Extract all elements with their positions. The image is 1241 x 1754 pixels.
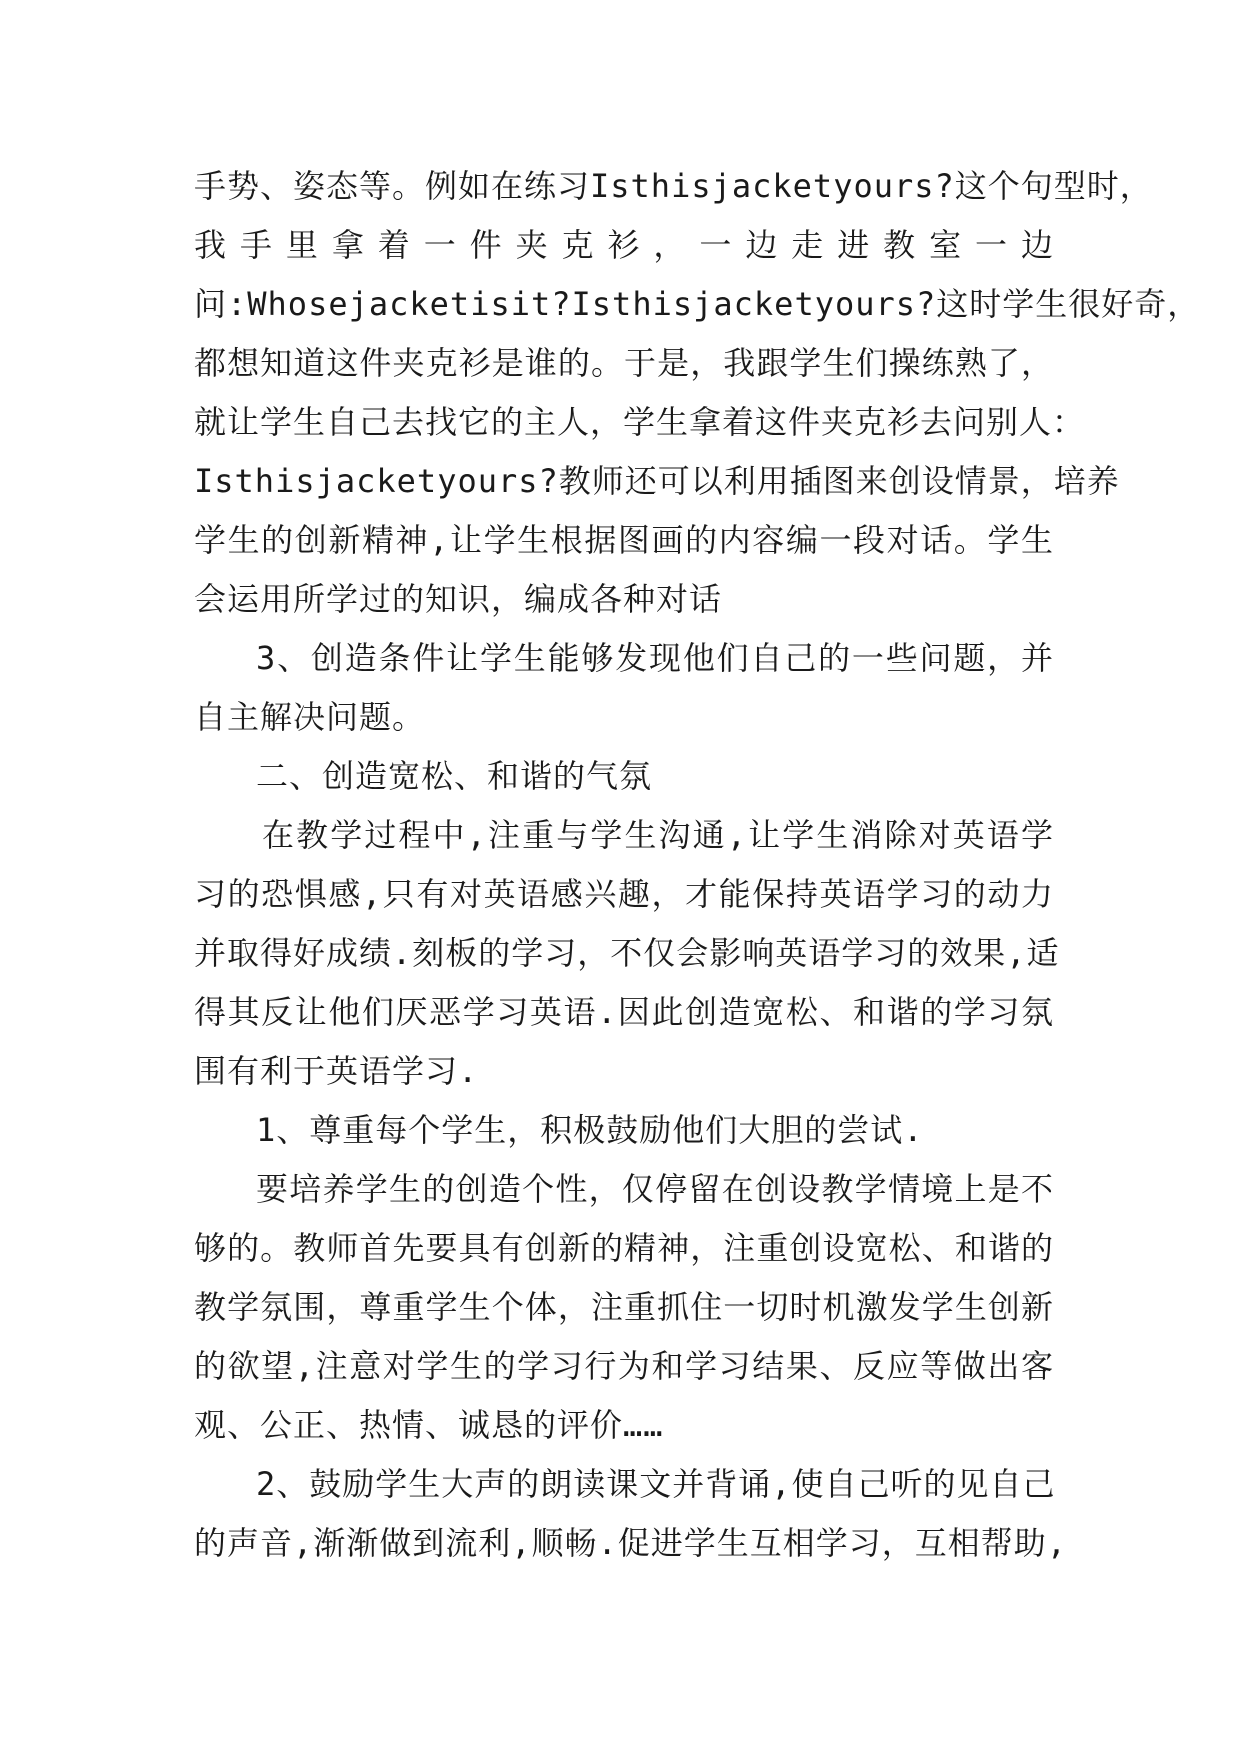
list-item-3-line-1: 3、创造条件让学生能够发现他们自己的一些问题，并: [256, 639, 1054, 677]
body-line-1: 手势、姿态等。例如在练习Isthisjacketyours?这个句型时，: [194, 167, 1153, 205]
body-line-15: 够的。教师首先要具有创新的精神，注重创设宽松、和谐的: [194, 1229, 1054, 1267]
body-line-12: 得其反让他们厌恶学习英语.因此创造宽松、和谐的学习氛: [194, 993, 1054, 1031]
body-line-17: 的欲望,注意对学生的学习行为和学习结果、反应等做出客: [194, 1347, 1054, 1385]
list-item-3-line-2: 自主解决问题。: [194, 698, 426, 736]
body-line-7: 学生的创新精神,让学生根据图画的内容编一段对话。学生: [194, 521, 1054, 559]
body-line-14: 要培养学生的创造个性，仅停留在创设教学情境上是不: [256, 1170, 1054, 1208]
body-line-3: 问:Whosejacketisit?Isthisjacketyours?这时学生很好奇，: [194, 285, 1201, 323]
body-line-9: 在教学过程中,注重与学生沟通,让学生消除对英语学: [262, 816, 1054, 854]
body-line-18: 观、公正、热情、诚恳的评价……: [194, 1406, 664, 1444]
body-line-6: Isthisjacketyours?教师还可以利用插图来创设情景，培养: [194, 462, 1120, 500]
body-line-4: 都想知道这件夹克衫是谁的。于是，我跟学生们操练熟了，: [194, 344, 1054, 382]
body-line-16: 教学氛围，尊重学生个体，注重抓住一切时机激发学生创新: [194, 1288, 1054, 1326]
body-line-2: 我手里拿着一件夹克衫，一边走进教室一边: [194, 226, 1054, 264]
body-line-11: 并取得好成绩.刻板的学习，不仅会影响英语学习的效果,适: [194, 934, 1060, 972]
body-line-5: 就让学生自己去找它的主人，学生拿着这件夹克衫去问别人：: [194, 403, 1086, 441]
body-line-8: 会运用所学过的知识，编成各种对话: [194, 580, 723, 618]
body-line-13: 围有利于英语学习.: [194, 1052, 479, 1090]
list-item-1: 1、尊重每个学生，积极鼓励他们大胆的尝试.: [256, 1111, 924, 1149]
list-item-2-line-1: 2、鼓励学生大声的朗读课文并背诵,使自己听的见自己: [256, 1465, 1056, 1503]
body-line-10: 习的恐惧感,只有对英语感兴趣，才能保持英语学习的动力: [194, 875, 1054, 913]
section-heading-2: 二、创造宽松、和谐的气氛: [256, 757, 653, 795]
list-item-2-line-2: 的声音,渐渐做到流利,顺畅.促进学生互相学习，互相帮助,: [194, 1524, 1068, 1562]
